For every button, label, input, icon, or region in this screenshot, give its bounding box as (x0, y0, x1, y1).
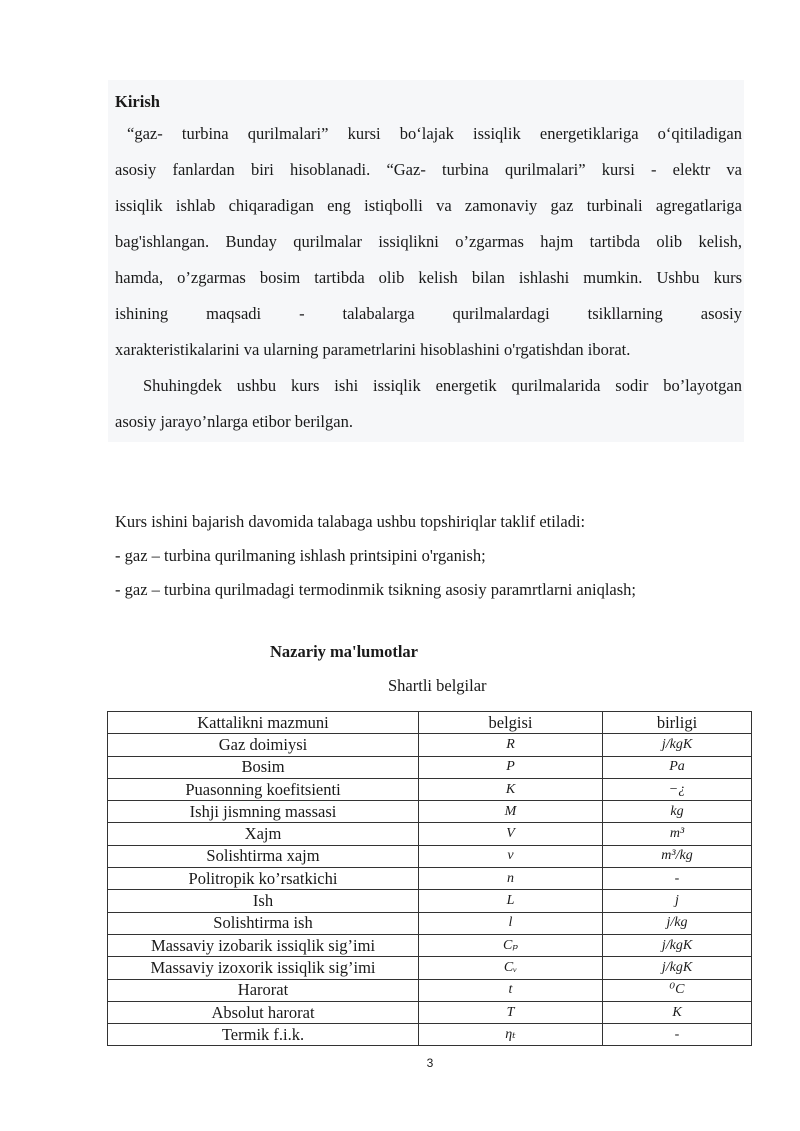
table-row (108, 1024, 752, 1046)
cell-symbol: l (419, 912, 603, 934)
cell-name: Gaz doimiysi (108, 734, 419, 756)
cell-unit: j/kg (603, 912, 752, 934)
intro-heading: Kirish (115, 92, 160, 111)
intro-line: hamda, o’zgarmas bosim tartibda olib kelish bilan ishlashi mumkin. Ushbu kurs (115, 268, 742, 287)
intro-line: “gaz- turbina qurilmalari” kursi bo‘lajak issiqlik energetiklariga o‘qitiladigan (127, 124, 742, 143)
cell-symbol: R (419, 734, 603, 756)
table-row (108, 934, 752, 956)
intro-line: Shuhingdek ushbu kurs ishi issiqlik energetik qurilmalarida sodir bo’layotgan (143, 376, 742, 395)
cell-unit: - (603, 868, 752, 890)
symbols-table (107, 711, 752, 1046)
cell-name: Massaviy izobarik issiqlik sig’imi (108, 934, 419, 956)
cell-name: Ishji jismning massasi (108, 801, 419, 823)
cell-symbol: ηₜ (419, 1024, 603, 1046)
cell-symbol: L (419, 890, 603, 912)
cell-symbol: P (419, 756, 603, 778)
cell-name: Massaviy izoxorik issiqlik sig’imi (108, 957, 419, 979)
task-item: - gaz – turbina qurilmaning ishlash printsipini o'rganish; (115, 546, 486, 565)
intro-line: asosiy jarayo’nlarga etibor berilgan. (115, 412, 353, 431)
table-row (108, 1001, 752, 1023)
cell-symbol: v (419, 845, 603, 867)
task-item: - gaz – turbina qurilmadagi termodinmik tsikning asosiy paramrtlarni aniqlash; (115, 580, 637, 599)
cell-unit: j/kgK (603, 734, 752, 756)
cell-name: Absolut harorat (108, 1001, 419, 1023)
cell-symbol: t (419, 979, 603, 1001)
cell-symbol: Cᵥ (419, 957, 603, 979)
intro-line: xarakteristikalarini va ularning parametrlarini hisoblashini o'rgatishdan iborat. (115, 340, 631, 359)
table-row (108, 890, 752, 912)
cell-unit: j/kgK (603, 957, 752, 979)
column-header-symbol: belgisi (419, 712, 603, 734)
cell-unit: K (603, 1001, 752, 1023)
table-header-row (108, 712, 752, 734)
column-header-name: Kattalikni mazmuni (108, 712, 419, 734)
cell-unit: j (603, 890, 752, 912)
table-row (108, 957, 752, 979)
cell-unit: - (603, 1024, 752, 1046)
section-title: Nazariy ma'lumotlar (270, 642, 419, 661)
table-row (108, 778, 752, 800)
cell-name: Termik f.i.k. (108, 1024, 419, 1046)
cell-symbol: T (419, 1001, 603, 1023)
intro-section (115, 88, 742, 440)
section-subtitle: Shartli belgilar (388, 676, 487, 695)
table-row (108, 734, 752, 756)
cell-unit: ⁰C (603, 979, 752, 1001)
intro-line: issiqlik ishlab chiqaradigan eng istiqbolli va zamonaviy gaz turbinali agregatlariga (115, 196, 742, 215)
cell-unit: Pa (603, 756, 752, 778)
table-row (108, 912, 752, 934)
cell-name: Xajm (108, 823, 419, 845)
cell-name: Puasonning koefitsienti (108, 778, 419, 800)
cell-symbol: n (419, 868, 603, 890)
tasks-lead: Kurs ishini bajarish davomida talabaga ushbu topshiriqlar taklif etiladi: (115, 512, 586, 531)
intro-line: bag'ishlangan. Bunday qurilmalar issiqlikni o’zgarmas hajm tartibda olib kelish, (115, 232, 742, 251)
table-row (108, 868, 752, 890)
cell-unit: j/kgK (603, 934, 752, 956)
intro-line: ishining maqsadi - talabalarga qurilmalardagi tsikllarning asosiy (115, 304, 742, 323)
page-number: 3 (426, 1056, 434, 1070)
intro-line: asosiy fanlardan biri hisoblanadi. “Gaz- turbina qurilmalari” kursi - elektr va (115, 160, 742, 179)
cell-symbol: Cₚ (419, 934, 603, 956)
cell-symbol: V (419, 823, 603, 845)
table-row (108, 979, 752, 1001)
cell-name: Ish (108, 890, 419, 912)
table-row (108, 845, 752, 867)
cell-name: Politropik ko’rsatkichi (108, 868, 419, 890)
tasks-section (115, 505, 636, 607)
cell-name: Bosim (108, 756, 419, 778)
cell-unit: m³ (603, 823, 752, 845)
table-row (108, 801, 752, 823)
cell-unit: kg (603, 801, 752, 823)
cell-name: Solishtirma xajm (108, 845, 419, 867)
column-header-unit: birligi (603, 712, 752, 734)
cell-symbol: K (419, 778, 603, 800)
cell-symbol: M (419, 801, 603, 823)
table-row (108, 756, 752, 778)
cell-name: Solishtirma ish (108, 912, 419, 934)
table-row (108, 823, 752, 845)
cell-unit: m³/kg (603, 845, 752, 867)
cell-name: Harorat (108, 979, 419, 1001)
cell-unit: −¿ (603, 778, 752, 800)
